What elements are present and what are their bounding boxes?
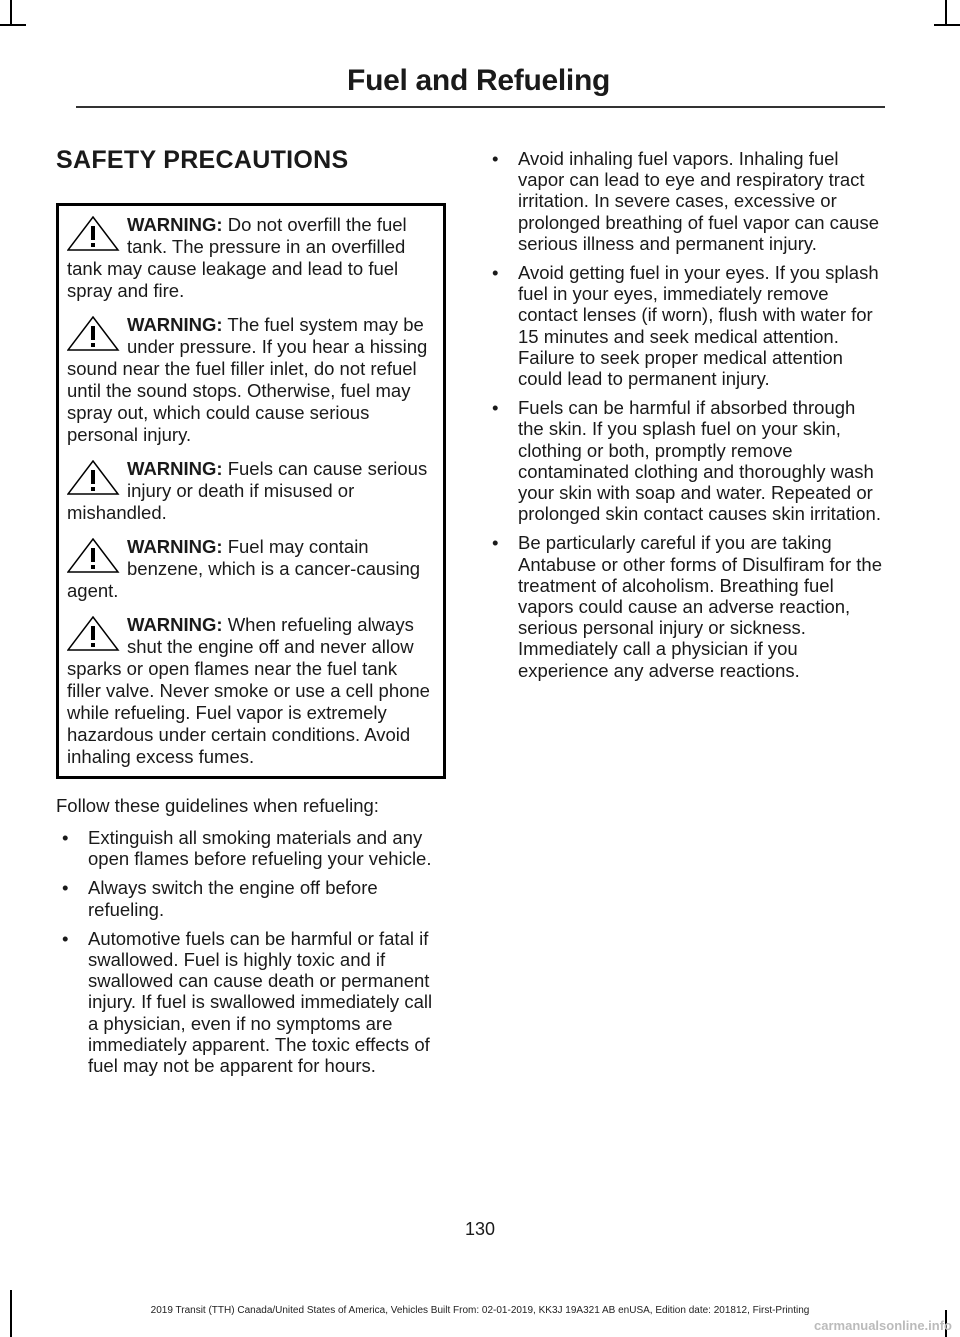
section-title: SAFETY PRECAUTIONS bbox=[56, 146, 349, 174]
warning-label: WARNING: bbox=[127, 214, 223, 235]
page-number: 130 bbox=[464, 1219, 496, 1239]
warning-label: WARNING: bbox=[127, 536, 223, 557]
list-item bbox=[56, 827, 446, 869]
list-item-text: Automotive fuels can be harmful or fatal if swallowed. Fuel is highly toxic and if swallowed can cause death or permanent injury. If fuel is swallowed immediately call a physician, even if no symptoms are immediately apparent. The toxic effects of fuel may not be apparent for hours. bbox=[88, 927, 433, 1077]
left-bullet-list bbox=[56, 827, 446, 1076]
list-item-text: Fuels can be harmful if absorbed through the skin. If you splash fuel on your skin, clothing or both, promptly remove contaminated clothing and thoroughly wash your skin with soap and water. Repeated or prolonged skin contact causes skin irritation. bbox=[518, 397, 881, 525]
list-item bbox=[486, 262, 882, 389]
warning-label: WARNING: bbox=[127, 614, 223, 635]
list-item-text: Always switch the engine off before refueling. bbox=[88, 877, 378, 920]
bullet-marker: • bbox=[62, 827, 69, 848]
crop-mark bbox=[10, 0, 12, 26]
warning-triangle-icon bbox=[67, 316, 123, 352]
warning-text: Fuels can cause serious injury or death if misused or mishandled. bbox=[67, 458, 428, 523]
bullet-marker: • bbox=[492, 262, 499, 284]
list-item-text: Be particularly careful if you are taking Antabuse or other forms of Disulfiram for the treatment of alcoholism. Breathing fuel vapors could cause an adverse reaction, serious personal injury or sickness. Immediately call a physician if you experience any adverse reactions. bbox=[518, 532, 882, 681]
list-item bbox=[56, 877, 446, 919]
warning-triangle-icon bbox=[67, 538, 123, 574]
refueling-intro: Follow these guidelines when refueling: bbox=[56, 795, 379, 816]
crop-mark bbox=[0, 24, 26, 26]
footer-edition-info: 2019 Transit (TTH) Canada/United States of America, Vehicles Built From: 02-01-2019, KK3J 19A321 AB enUSA, Edition date: 201812, First-Printing bbox=[150, 1305, 810, 1316]
list-item bbox=[486, 148, 882, 254]
warning-item bbox=[67, 458, 435, 524]
page-header-title: Fuel and Refueling bbox=[347, 64, 610, 97]
warning-item bbox=[67, 614, 435, 768]
warning-triangle-icon bbox=[67, 460, 123, 496]
list-item bbox=[486, 532, 882, 680]
bullet-marker: • bbox=[62, 927, 69, 949]
left-column bbox=[56, 146, 446, 1084]
bullet-marker: • bbox=[492, 532, 499, 554]
crop-mark bbox=[934, 24, 960, 26]
list-item-text: Extinguish all smoking materials and any open flames before refueling your vehicle. bbox=[88, 827, 432, 870]
warning-item bbox=[67, 536, 435, 602]
warning-triangle-icon bbox=[67, 616, 123, 652]
bullet-marker: • bbox=[492, 397, 499, 419]
list-item bbox=[486, 397, 882, 524]
watermark: carmanualsonline.info bbox=[814, 1318, 952, 1333]
warning-item bbox=[67, 214, 435, 302]
list-item bbox=[56, 928, 446, 1076]
bullet-marker: • bbox=[62, 877, 69, 899]
warning-box bbox=[56, 203, 446, 779]
list-item-text: Avoid getting fuel in your eyes. If you splash fuel in your eyes, immediately remove contact lenses (if worn), flush with water for 15 minutes and seek medical attention. Failure to seek proper medical attention could lead to permanent injury. bbox=[518, 262, 879, 390]
bullet-marker: • bbox=[492, 148, 499, 169]
list-item-text: Avoid inhaling fuel vapors. Inhaling fuel vapor can lead to eye and respiratory tract irritation. In severe cases, excessive or prolonged breathing of fuel vapor can cause serious illness and permanent injury. bbox=[518, 148, 880, 254]
header-rule bbox=[76, 106, 885, 108]
crop-mark bbox=[945, 0, 947, 26]
right-column bbox=[486, 148, 882, 689]
warning-label: WARNING: bbox=[127, 458, 223, 479]
warning-text: The fuel system may be under pressure. If you hear a hissing sound near the fuel filler inlet, do not refuel until the sound stops. Otherwise, fuel may spray out, which could cause serious personal injury. bbox=[67, 314, 428, 445]
warning-text: When refueling always shut the engine off and never allow sparks or open flames near the fuel tank filler valve. Never smoke or use a cell phone while refueling. Fuel vapor is extremely hazardous under certain conditions. Avoid inhaling excess fumes. bbox=[67, 614, 430, 767]
warning-text: Do not overfill the fuel tank. The pressure in an overfilled tank may cause leakage and lead to fuel spray and fire. bbox=[67, 214, 407, 301]
right-bullet-list bbox=[486, 148, 882, 681]
warning-label: WARNING: bbox=[127, 314, 223, 335]
warning-text: Fuel may contain benzene, which is a cancer-causing agent. bbox=[67, 536, 421, 601]
warning-triangle-icon bbox=[67, 216, 123, 252]
warning-item bbox=[67, 314, 435, 446]
